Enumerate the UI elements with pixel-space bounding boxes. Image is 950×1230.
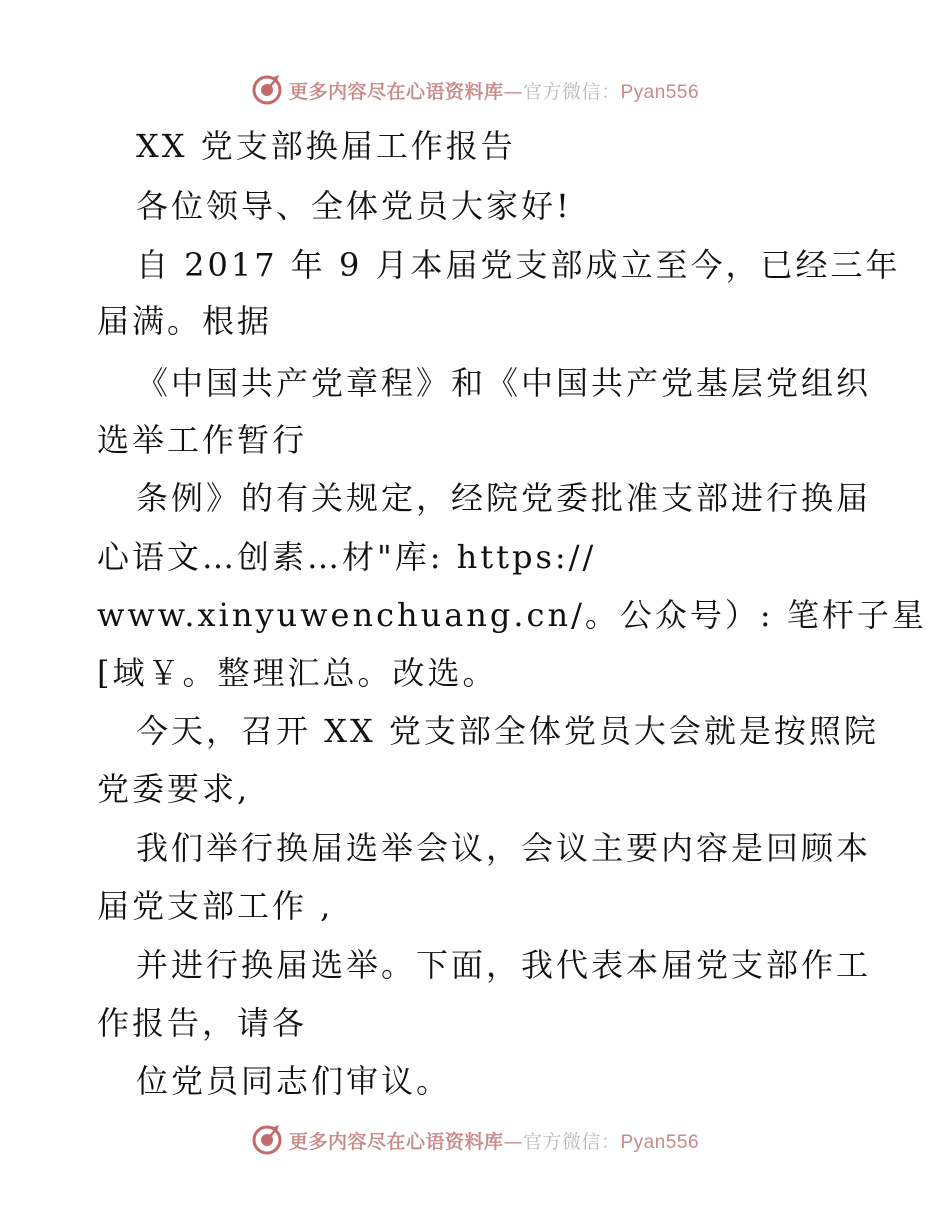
document-line: [域￥。整理汇总。改选。 [97,654,498,692]
footer-banner [0,1120,950,1160]
document-line: 选举工作暂行 [97,421,308,459]
footer-official-label: 官方微信： [522,1130,621,1153]
document-line: 条例》的有关规定，经院党委批准支部进行换届 [136,479,872,517]
document-line: 届满。根据 [97,302,273,340]
header-official-label: 官方微信： [522,80,621,103]
document-line: 心语文…创素…材"库: https:// [97,538,597,576]
document-line: 我们举行换届选举会议，会议主要内容是回顾本 [136,829,872,867]
document-line: 届党支部工作 , [97,887,334,925]
brand-logo-icon [251,1124,283,1156]
document-line: 自 2017 年 9 月本届党支部成立至今，已经三年 [136,246,901,284]
header-banner [0,70,950,110]
document-line: 《中国共产党章程》和《中国共产党基层党组织 [136,364,872,402]
header-dash: — [503,80,523,103]
document-title: XX 党支部换届工作报告 [136,127,516,165]
document-line: 今天，召开 XX 党支部全体党员大会就是按照院 [136,712,879,750]
document-line: www.xinyuwenchuang.cn/。公众号）: 笔杆子星 [97,596,927,634]
footer-banner-text [289,1127,699,1154]
document-line: 作报告，请各 [97,1004,308,1042]
header-brand-text: 更多内容尽在心语资料库 [288,80,504,103]
header-wechat-id: Pyan556 [620,81,700,103]
document-line: 并进行换届选举。下面，我代表本届党支部作工 [136,946,872,984]
document-line: 各位领导、全体党员大家好! [136,187,572,225]
document-line: 位党员同志们审议。 [136,1062,452,1100]
footer-brand-text: 更多内容尽在心语资料库 [288,1130,504,1153]
brand-logo-icon [251,74,283,106]
footer-wechat-id: Pyan556 [620,1131,700,1153]
document-line: 党委要求, [97,770,251,808]
footer-dash: — [503,1130,523,1153]
header-banner-text [289,77,699,104]
